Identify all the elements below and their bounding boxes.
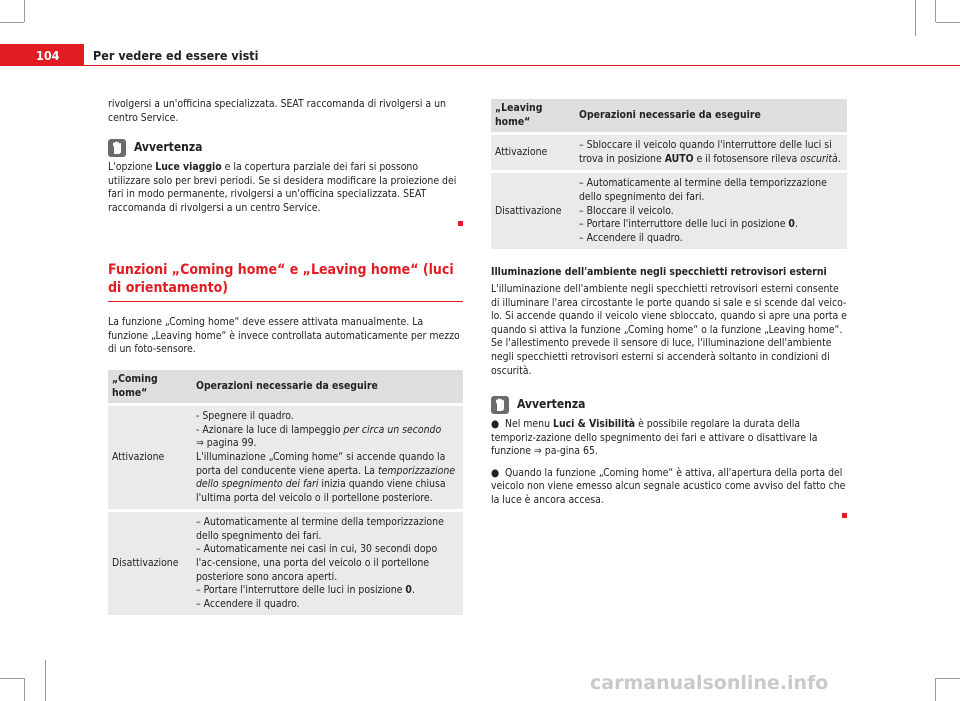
table-cell [192, 512, 463, 615]
page-header-title: Per vedere ed essere visti [93, 48, 259, 63]
end-of-section-icon [458, 221, 463, 226]
table-line [196, 451, 459, 505]
warning-text-part: e la copertura parziale dei fari si possono utilizzare solo per brevi periodi. Se si desidera modificare la proiezione dei fari in modo permanente, rivolgersi a un'officina specializzata. SEAT raccomanda di rivolgersi a un centro Service. [108, 161, 457, 214]
table-text: – Portare l'interruttore delle luci in posizione [196, 584, 406, 597]
table-header-row [108, 370, 463, 403]
end-of-section-icon [842, 513, 847, 518]
table-cell [575, 173, 847, 249]
crop-mark [45, 660, 46, 701]
table-row [108, 512, 463, 615]
table-header-row [491, 99, 847, 132]
section-title: Funzioni „Coming home“ e „Leaving home“ (luci di orientamento) [108, 261, 463, 302]
table-text: – Portare l'interruttore delle luci in posizione [579, 218, 789, 231]
crop-mark [915, 0, 916, 36]
coming-home-table [108, 367, 463, 619]
table-header: Operazioni necessarie da eseguire [192, 370, 463, 403]
table-line [196, 584, 459, 598]
table-text: – Sbloccare il veicolo quando l'interruttore delle luci si trova in posizione [579, 139, 832, 165]
warning-text-part: L'opzione [108, 161, 156, 174]
table-text-italic: oscurità [800, 152, 838, 165]
table-text: . [837, 152, 841, 165]
warning-title: Avvertenza [517, 397, 586, 412]
subsection-heading: Illuminazione dell'ambiente negli specchietti retrovisori esterni [491, 266, 827, 279]
leaving-home-table [491, 96, 847, 252]
table-text: L'illuminazione „Coming home“ si accende quando la porta del conducente viene aperta. La [196, 450, 446, 477]
warning-hand-icon [108, 139, 126, 157]
crop-mark [0, 678, 24, 679]
table-line [579, 218, 843, 232]
warning-title: Avvertenza [134, 140, 203, 155]
page-number: 104 [36, 48, 60, 63]
warning-hand-icon [491, 396, 509, 414]
crop-mark [24, 678, 25, 701]
crop-mark [935, 678, 936, 701]
warning-heading [108, 139, 463, 157]
warning-text-part: è possibile regolare la durata della temporiz-zazione dello spegnimento dei fari e attivare o disattivare la funzione ⇒ pa-gina 65. [491, 418, 818, 458]
section-paragraph: La funzione „Coming home“ deve essere attivata manualmente. La funzione „Leaving home“ è invece controllata automaticamente per mezzo di un foto-sensore. [108, 316, 460, 356]
table-cell-label: Attivazione [108, 406, 192, 509]
table-header: „Leaving home“ [491, 99, 575, 132]
right-column [491, 96, 847, 523]
table-text: inizia quando viene chiusa l'ultima porta del veicolo o il portellone posteriore. [196, 478, 446, 504]
table-cell [575, 135, 847, 170]
table-text-italic: per circa un secondo [343, 423, 442, 436]
crop-mark [936, 22, 960, 23]
bullet-icon: ● [491, 466, 500, 479]
table-cell-label: Attivazione [491, 135, 575, 170]
crop-mark [0, 22, 24, 23]
switch-position-symbol: AUTO [664, 152, 694, 165]
table-cell-label: Disattivazione [491, 173, 575, 249]
table-cell-label: Disattivazione [108, 512, 192, 615]
switch-position-symbol: 0 [788, 218, 795, 231]
header-rule [84, 65, 960, 66]
table-line: – Bloccare il veicolo. [579, 204, 674, 217]
crop-mark [24, 0, 25, 22]
subsection-paragraph: L'illuminazione dell'ambiente negli specchietti retrovisori esterni consente di illuminare l'area circostante le porte quando si sale e si scende dal veico-lo. Si accende quando il veicolo viene sbloccato, quando si apre una porta e quando si attiva la funzione „Coming home“ o la funzione „Leaving home“. Se l'allestimento prevede il sensore di luce, l'illuminazione dell'ambiente negli specchietti retrovisori esterni si accenderà soltanto in condizioni di oscurità. [491, 282, 847, 377]
table-text: - Azionare la luce di lampeggio [196, 423, 344, 436]
watermark: carmanualsonline.info [590, 672, 829, 694]
table-text: e il fotosensore rileva [693, 152, 801, 165]
warning-bullet [491, 418, 847, 459]
table-header: Operazioni necessarie da eseguire [575, 99, 847, 132]
table-line: – Accendere il quadro. [579, 231, 683, 244]
table-line [196, 424, 459, 438]
warning-text-part: Nel menu [505, 418, 553, 431]
bullet-icon: ● [491, 418, 500, 431]
table-row [108, 406, 463, 509]
menu-option-luce-viaggio: Luce viaggio [155, 161, 222, 174]
crop-mark [935, 0, 936, 22]
table-row [491, 173, 847, 249]
warning-bullet [491, 467, 847, 508]
crop-mark [936, 678, 960, 679]
warning-heading [491, 396, 847, 414]
table-text: . [794, 218, 798, 231]
left-column [108, 98, 463, 618]
table-line: - Spegnere il quadro. [196, 410, 294, 423]
table-text: . [411, 584, 415, 597]
table-line: – Automaticamente al termine della temporizzazione dello spegnimento dei fari. [579, 177, 827, 203]
menu-option-luci-visibilita: Luci & Visibilità [553, 418, 636, 431]
table-cell [192, 406, 463, 509]
table-text-italic: temporizzazione dello spegnimento dei fari [196, 464, 456, 491]
table-line: – Automaticamente al termine della temporizzazione dello spegnimento dei fari. [196, 516, 444, 542]
warning-text [108, 161, 463, 215]
table-line: – Accendere il quadro. [196, 597, 300, 610]
table-row [491, 135, 847, 170]
page-reference-link[interactable]: ⇒ pagina 99. [196, 437, 257, 450]
table-header: „Coming home“ [108, 370, 192, 403]
switch-position-symbol: 0 [405, 584, 412, 597]
intro-paragraph: rivolgersi a un'officina specializzata. SEAT raccomanda di rivolgersi a un centro Service. [108, 98, 446, 124]
warning-text-part: Quando la funzione „Coming home“ è attiva, all'apertura della porta del veicolo non viene emesso alcun segnale acustico come avviso del fatto che la luce è ancora accesa. [491, 466, 846, 507]
table-line: – Automaticamente nei casi in cui, 30 secondi dopo l'ac-censione, una porta del veicolo o il portellone posteriore sono ancora aperti. [196, 543, 438, 583]
